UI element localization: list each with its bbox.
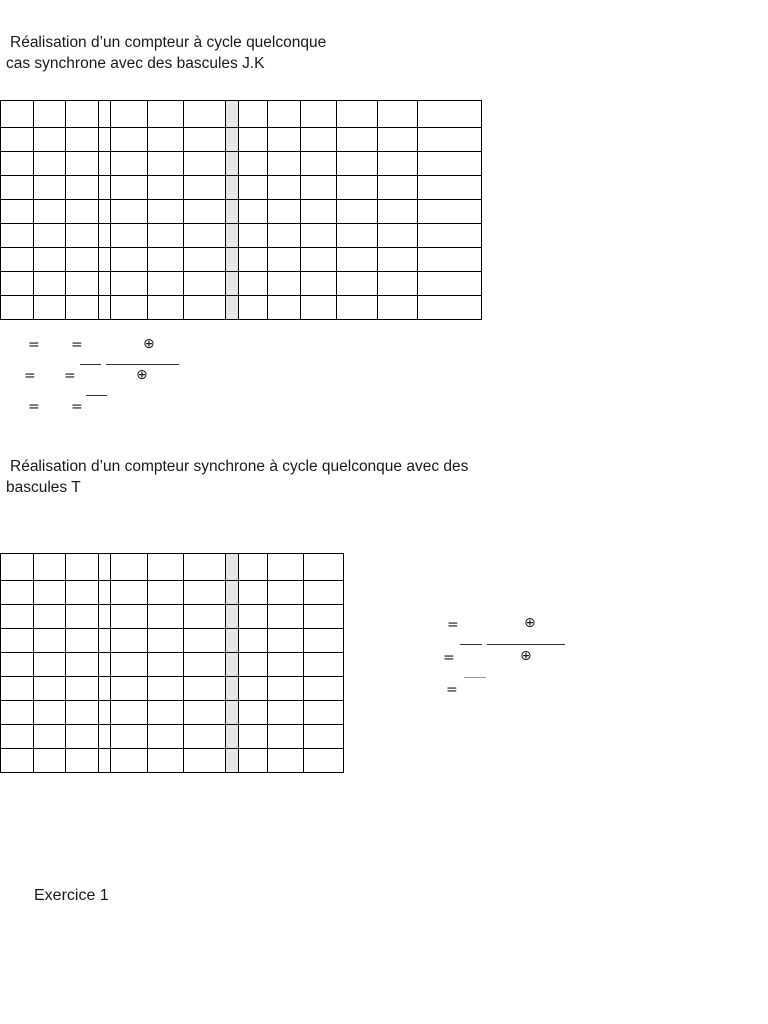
table-cell	[239, 224, 268, 248]
table-cell	[184, 248, 226, 272]
table-cell	[111, 581, 148, 605]
table-cell	[239, 701, 268, 725]
table-cell	[66, 749, 99, 773]
table-cell	[304, 581, 344, 605]
table-cell	[418, 272, 482, 296]
table-cell	[268, 200, 301, 224]
table-cell	[99, 272, 111, 296]
table-cell	[378, 224, 418, 248]
table-cell	[1, 224, 34, 248]
table-cell	[66, 554, 99, 581]
table-cell	[268, 581, 304, 605]
table-cell	[226, 677, 239, 701]
table-cell	[301, 272, 337, 296]
table-cell	[239, 176, 268, 200]
overline	[86, 395, 107, 396]
table-cell	[148, 701, 184, 725]
table-cell	[111, 176, 148, 200]
table-cell	[184, 554, 226, 581]
table-cell	[301, 200, 337, 224]
table-cell	[1, 101, 34, 128]
table-cell	[226, 128, 239, 152]
table-cell	[66, 653, 99, 677]
table-cell	[301, 152, 337, 176]
table-cell	[239, 128, 268, 152]
table-cell	[66, 677, 99, 701]
section1-title-line1: Réalisation d’un compteur à cycle quelconque	[10, 34, 327, 51]
table-cell	[34, 272, 66, 296]
table-cell	[304, 605, 344, 629]
table-cell	[184, 581, 226, 605]
table-cell	[268, 653, 304, 677]
table-cell	[66, 128, 99, 152]
table-cell	[239, 101, 268, 128]
table-cell	[337, 272, 378, 296]
table-cell	[111, 296, 148, 320]
equals-sign: =	[443, 650, 455, 666]
table-cell	[66, 629, 99, 653]
table-cell	[378, 272, 418, 296]
table-cell	[66, 581, 99, 605]
table-cell	[99, 101, 111, 128]
table-cell	[184, 272, 226, 296]
table-cell	[226, 296, 239, 320]
equals-sign: =	[28, 399, 40, 415]
table-cell	[226, 101, 239, 128]
xor-symbol: ⊕	[136, 367, 148, 383]
equals-sign: =	[24, 368, 36, 384]
table-cell	[268, 128, 301, 152]
table-cell	[268, 725, 304, 749]
table-cell	[1, 128, 34, 152]
table-cell	[66, 725, 99, 749]
table-cell	[184, 677, 226, 701]
table-cell	[239, 605, 268, 629]
table-cell	[239, 152, 268, 176]
table-cell	[418, 176, 482, 200]
table-cell	[99, 629, 111, 653]
jk-truth-table	[0, 100, 482, 320]
table-cell	[184, 605, 226, 629]
table-cell	[337, 296, 378, 320]
table-cell	[268, 554, 304, 581]
table-cell	[268, 272, 301, 296]
table-cell	[66, 296, 99, 320]
table-cell	[268, 176, 301, 200]
table-cell	[1, 248, 34, 272]
table-cell	[184, 296, 226, 320]
table-cell	[148, 248, 184, 272]
table-cell	[148, 677, 184, 701]
table-cell	[66, 224, 99, 248]
table-cell	[337, 200, 378, 224]
table-row	[1, 101, 482, 128]
table-cell	[111, 605, 148, 629]
table-cell	[1, 605, 34, 629]
table-row	[1, 581, 344, 605]
table-cell	[66, 152, 99, 176]
table-cell	[1, 653, 34, 677]
table-cell	[226, 554, 239, 581]
xor-symbol: ⊕	[520, 648, 532, 664]
table-cell	[148, 554, 184, 581]
table-cell	[99, 677, 111, 701]
table-cell	[34, 296, 66, 320]
table-row	[1, 128, 482, 152]
equals-sign: =	[28, 337, 40, 353]
table-cell	[268, 629, 304, 653]
table-row	[1, 296, 482, 320]
overline	[487, 644, 565, 645]
table-row	[1, 200, 482, 224]
table-cell	[418, 200, 482, 224]
table-cell	[99, 152, 111, 176]
table-cell	[378, 248, 418, 272]
table-row	[1, 725, 344, 749]
table-cell	[337, 176, 378, 200]
table-cell	[99, 701, 111, 725]
table-cell	[268, 296, 301, 320]
table-cell	[99, 224, 111, 248]
table-cell	[111, 629, 148, 653]
table-cell	[99, 554, 111, 581]
table-cell	[304, 725, 344, 749]
table-cell	[148, 296, 184, 320]
equals-sign: =	[64, 368, 76, 384]
table-cell	[304, 653, 344, 677]
table-cell	[378, 128, 418, 152]
table-cell	[226, 248, 239, 272]
equals-sign: =	[71, 337, 83, 353]
table-row	[1, 152, 482, 176]
table-cell	[111, 272, 148, 296]
table-cell	[184, 629, 226, 653]
table-cell	[111, 128, 148, 152]
table-cell	[239, 248, 268, 272]
exercise-label: Exercice 1	[34, 887, 109, 904]
table-cell	[378, 296, 418, 320]
table-cell	[1, 152, 34, 176]
table-cell	[304, 629, 344, 653]
table-cell	[226, 629, 239, 653]
table-cell	[1, 554, 34, 581]
table-cell	[239, 653, 268, 677]
table-cell	[34, 200, 66, 224]
table-cell	[148, 605, 184, 629]
table-cell	[268, 701, 304, 725]
table-cell	[184, 128, 226, 152]
overline	[464, 677, 486, 678]
table-cell	[418, 248, 482, 272]
table-cell	[239, 200, 268, 224]
table-cell	[66, 176, 99, 200]
table-cell	[239, 629, 268, 653]
table-cell	[337, 101, 378, 128]
overline	[106, 364, 179, 365]
table-cell	[111, 101, 148, 128]
table-cell	[301, 128, 337, 152]
table-cell	[301, 248, 337, 272]
table-row	[1, 629, 344, 653]
table-cell	[34, 677, 66, 701]
table-cell	[184, 224, 226, 248]
table-cell	[34, 224, 66, 248]
table-cell	[239, 272, 268, 296]
table-row	[1, 554, 344, 581]
table-cell	[1, 581, 34, 605]
table-cell	[148, 176, 184, 200]
table-cell	[111, 725, 148, 749]
table-cell	[99, 248, 111, 272]
table-cell	[184, 176, 226, 200]
table-cell	[99, 200, 111, 224]
xor-symbol: ⊕	[524, 615, 536, 631]
table-cell	[226, 176, 239, 200]
table-cell	[239, 677, 268, 701]
table-cell	[239, 749, 268, 773]
table-cell	[226, 200, 239, 224]
table-cell	[418, 152, 482, 176]
table-row	[1, 224, 482, 248]
table-cell	[226, 152, 239, 176]
table-cell	[301, 101, 337, 128]
table-cell	[111, 554, 148, 581]
table-cell	[226, 224, 239, 248]
table-cell	[301, 224, 337, 248]
table-cell	[268, 749, 304, 773]
table-cell	[1, 629, 34, 653]
table-row	[1, 653, 344, 677]
table-cell	[304, 701, 344, 725]
table-cell	[99, 128, 111, 152]
table-cell	[111, 152, 148, 176]
table-cell	[34, 725, 66, 749]
table-cell	[1, 200, 34, 224]
table-cell	[418, 101, 482, 128]
table-cell	[268, 224, 301, 248]
table-cell	[304, 749, 344, 773]
table-cell	[111, 677, 148, 701]
table-cell	[239, 554, 268, 581]
table-cell	[239, 296, 268, 320]
table-cell	[378, 101, 418, 128]
table-cell	[66, 248, 99, 272]
table-cell	[1, 272, 34, 296]
table-cell	[66, 605, 99, 629]
table-cell	[148, 224, 184, 248]
table-cell	[184, 152, 226, 176]
table-cell	[148, 272, 184, 296]
table-cell	[34, 653, 66, 677]
table-cell	[226, 701, 239, 725]
table-cell	[111, 749, 148, 773]
table-cell	[378, 152, 418, 176]
table-cell	[66, 200, 99, 224]
table-cell	[34, 701, 66, 725]
section1-title-line2: cas synchrone avec des bascules J.K	[6, 55, 265, 72]
table-cell	[337, 224, 378, 248]
table-cell	[184, 200, 226, 224]
table-cell	[418, 128, 482, 152]
table-cell	[268, 152, 301, 176]
table-cell	[34, 581, 66, 605]
overline	[460, 644, 482, 645]
table-cell	[111, 248, 148, 272]
table-cell	[34, 629, 66, 653]
table-cell	[148, 128, 184, 152]
table-cell	[148, 200, 184, 224]
table-cell	[226, 749, 239, 773]
table-cell	[337, 248, 378, 272]
table-cell	[99, 749, 111, 773]
table-cell	[34, 176, 66, 200]
table-cell	[1, 701, 34, 725]
table-cell	[304, 677, 344, 701]
table-cell	[301, 296, 337, 320]
table-cell	[148, 749, 184, 773]
table-cell	[111, 701, 148, 725]
equals-sign: =	[447, 617, 459, 633]
xor-symbol: ⊕	[143, 336, 155, 352]
overline	[80, 364, 101, 365]
table-cell	[184, 101, 226, 128]
equals-sign: =	[446, 682, 458, 698]
table-cell	[378, 200, 418, 224]
table-cell	[99, 581, 111, 605]
table-row	[1, 605, 344, 629]
table-cell	[337, 128, 378, 152]
table-cell	[34, 101, 66, 128]
table-cell	[1, 677, 34, 701]
table-cell	[184, 701, 226, 725]
table-cell	[99, 176, 111, 200]
table-cell	[66, 272, 99, 296]
table-cell	[1, 725, 34, 749]
section2-title-line1: Réalisation d’un compteur synchrone à cycle quelconque avec des	[10, 458, 469, 475]
table-cell	[148, 629, 184, 653]
table-cell	[1, 749, 34, 773]
table-cell	[226, 581, 239, 605]
table-cell	[148, 653, 184, 677]
table-cell	[184, 749, 226, 773]
table-cell	[34, 152, 66, 176]
table-cell	[111, 224, 148, 248]
table-cell	[418, 224, 482, 248]
table-cell	[34, 248, 66, 272]
table-cell	[99, 725, 111, 749]
table-row	[1, 272, 482, 296]
table-cell	[184, 653, 226, 677]
table-row	[1, 749, 344, 773]
equals-sign: =	[71, 399, 83, 415]
table-row	[1, 677, 344, 701]
table-cell	[66, 101, 99, 128]
table-cell	[99, 605, 111, 629]
table-cell	[304, 554, 344, 581]
table-cell	[226, 725, 239, 749]
table-cell	[34, 128, 66, 152]
table-cell	[226, 272, 239, 296]
table-row	[1, 701, 344, 725]
table-cell	[99, 653, 111, 677]
table-cell	[337, 152, 378, 176]
table-cell	[226, 605, 239, 629]
table-cell	[34, 554, 66, 581]
table-cell	[268, 605, 304, 629]
table-cell	[418, 296, 482, 320]
table-cell	[148, 581, 184, 605]
table-cell	[268, 677, 304, 701]
table-cell	[148, 152, 184, 176]
table-row	[1, 248, 482, 272]
table-cell	[378, 176, 418, 200]
table-cell	[99, 296, 111, 320]
table-cell	[111, 653, 148, 677]
section2-title-line2: bascules T	[6, 479, 81, 496]
table-cell	[148, 101, 184, 128]
table-row	[1, 176, 482, 200]
table-cell	[1, 296, 34, 320]
table-cell	[66, 701, 99, 725]
table-cell	[239, 581, 268, 605]
table-cell	[111, 200, 148, 224]
table-cell	[184, 725, 226, 749]
table-cell	[239, 725, 268, 749]
t-truth-table	[0, 553, 344, 773]
table-cell	[34, 749, 66, 773]
table-cell	[226, 653, 239, 677]
table-cell	[268, 101, 301, 128]
table-cell	[148, 725, 184, 749]
table-cell	[301, 176, 337, 200]
table-cell	[268, 248, 301, 272]
table-cell	[1, 176, 34, 200]
table-cell	[34, 605, 66, 629]
